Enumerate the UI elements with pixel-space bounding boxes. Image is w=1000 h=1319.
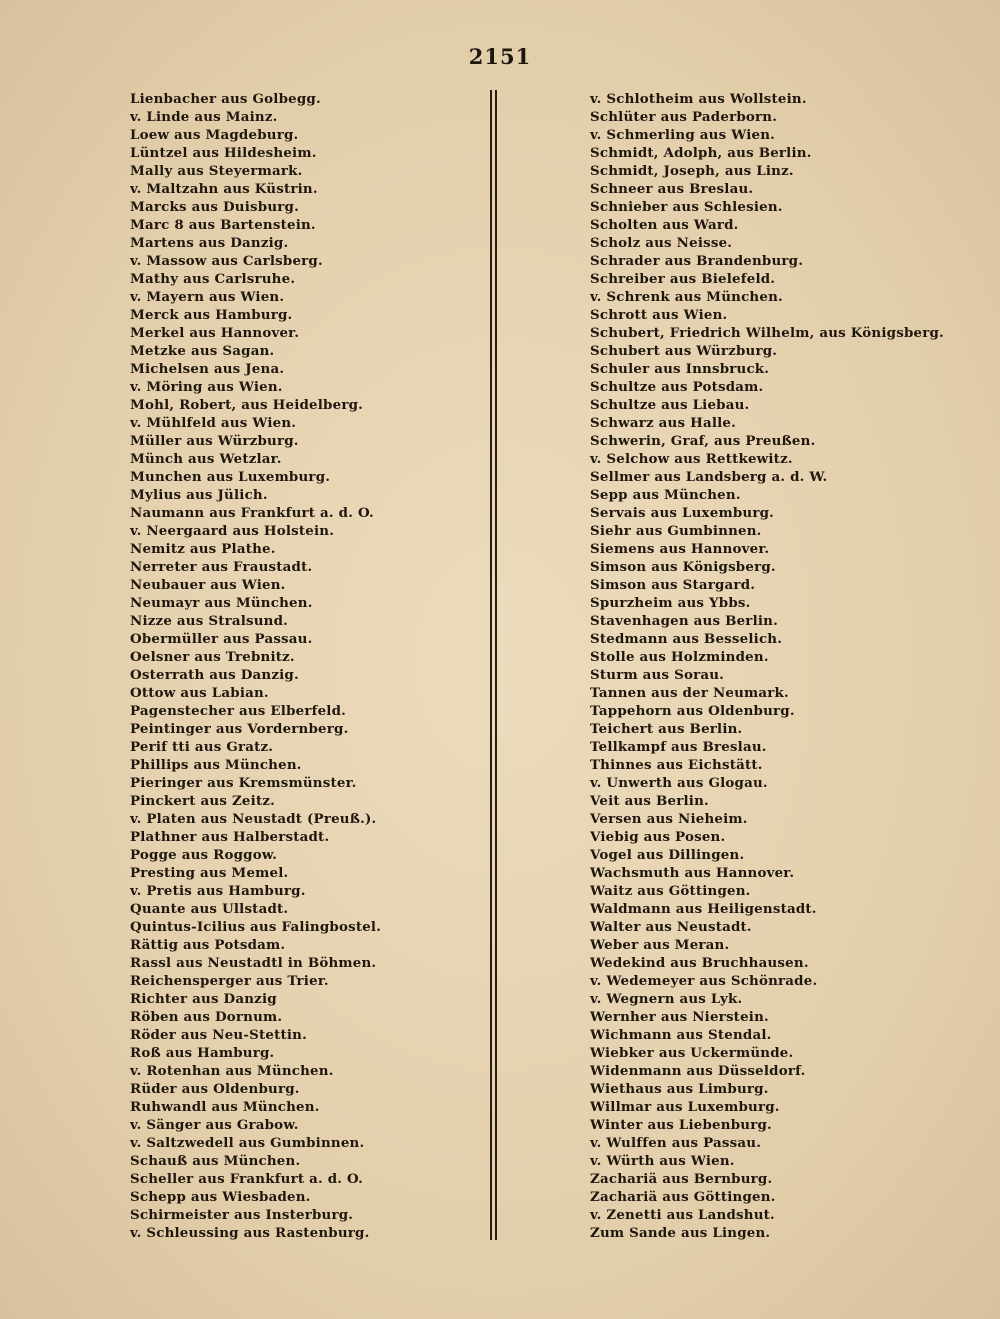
list-item: Wichmann aus Stendal. <box>590 1027 772 1043</box>
list-item: Siemens aus Hannover. <box>590 541 770 557</box>
list-item: Müller aus Würzburg. <box>130 433 299 449</box>
list-item: Merck aus Hamburg. <box>130 307 293 323</box>
list-item: Röben aus Dornum. <box>130 1009 283 1025</box>
list-item: v. Schleussing aus Rastenburg. <box>130 1225 370 1241</box>
list-item: Waldmann aus Heiligenstadt. <box>590 901 817 917</box>
list-item: v. Selchow aus Rettkewitz. <box>590 451 793 467</box>
list-item: Wiethaus aus Limburg. <box>590 1081 769 1097</box>
list-item: Schultze aus Liebau. <box>590 397 750 413</box>
list-item: v. Würth aus Wien. <box>590 1153 735 1169</box>
list-item: Lüntzel aus Hildesheim. <box>130 145 317 161</box>
column-divider-rule <box>490 90 492 1240</box>
list-item: v. Saltzwedell aus Gumbinnen. <box>130 1135 365 1151</box>
list-item: Quante aus Ullstadt. <box>130 901 289 917</box>
list-item: Ruhwandl aus München. <box>130 1099 320 1115</box>
list-item: v. Wedemeyer aus Schönrade. <box>590 973 818 989</box>
list-item: Scholz aus Neisse. <box>590 235 733 251</box>
page-number: 2151 <box>468 44 532 69</box>
list-item: Tellkampf aus Breslau. <box>590 739 767 755</box>
list-item: Teichert aus Berlin. <box>590 721 743 737</box>
list-item: Wiebker aus Uckermünde. <box>590 1045 794 1061</box>
list-item: Nizze aus Stralsund. <box>130 613 289 629</box>
list-item: Naumann aus Frankfurt a. d. O. <box>130 505 374 521</box>
list-item: Spurzheim aus Ybbs. <box>590 595 751 611</box>
list-item: Sturm aus Sorau. <box>590 667 725 683</box>
list-item: Thinnes aus Eichstätt. <box>590 757 763 773</box>
list-item: Neumayr aus München. <box>130 595 313 611</box>
list-item: Schneer aus Breslau. <box>590 181 754 197</box>
right-name-column <box>590 90 990 1242</box>
list-item: Lienbacher aus Golbegg. <box>130 91 321 107</box>
list-item: Waitz aus Göttingen. <box>590 883 751 899</box>
list-item: Schuler aus Innsbruck. <box>590 361 770 377</box>
list-item: v. Neergaard aus Holstein. <box>130 523 335 539</box>
list-item: v. Pretis aus Hamburg. <box>130 883 306 899</box>
list-item: Phillips aus München. <box>130 757 302 773</box>
list-item: Zachariä aus Göttingen. <box>590 1189 776 1205</box>
list-item: v. Möring aus Wien. <box>130 379 283 395</box>
list-item: Michelsen aus Jena. <box>130 361 285 377</box>
list-item: Nemitz aus Plathe. <box>130 541 276 557</box>
list-item: Rüder aus Oldenburg. <box>130 1081 300 1097</box>
list-item: Osterrath aus Danzig. <box>130 667 299 683</box>
list-item: Simson aus Stargard. <box>590 577 756 593</box>
list-item: Veit aus Berlin. <box>590 793 709 809</box>
list-item: Wernher aus Nierstein. <box>590 1009 769 1025</box>
list-item: Stolle aus Holzminden. <box>590 649 769 665</box>
list-item: Sellmer aus Landsberg a. d. W. <box>590 469 828 485</box>
list-item: Röder aus Neu-Stettin. <box>130 1027 307 1043</box>
list-item: Peintinger aus Vordernberg. <box>130 721 349 737</box>
list-item: Willmar aus Luxemburg. <box>590 1099 780 1115</box>
list-item: Mylius aus Jülich. <box>130 487 268 503</box>
list-item: Nerreter aus Fraustadt. <box>130 559 313 575</box>
list-item: Oelsner aus Trebnitz. <box>130 649 295 665</box>
list-item: Zachariä aus Bernburg. <box>590 1171 773 1187</box>
list-item: Pieringer aus Kremsmünster. <box>130 775 357 791</box>
list-item: v. Platen aus Neustadt (Preuß.). <box>130 811 377 827</box>
list-item: Pogge aus Roggow. <box>130 847 278 863</box>
list-item: Plathner aus Halberstadt. <box>130 829 330 845</box>
list-item: v. Schrenk aus München. <box>590 289 783 305</box>
list-item: v. Zenetti aus Landshut. <box>590 1207 775 1223</box>
list-item: Munchen aus Luxemburg. <box>130 469 331 485</box>
list-item: Sepp aus München. <box>590 487 741 503</box>
list-item: v. Wulffen aus Passau. <box>590 1135 762 1151</box>
list-item: v. Wegnern aus Lyk. <box>590 991 743 1007</box>
list-item: Winter aus Liebenburg. <box>590 1117 772 1133</box>
list-item: Scheller aus Frankfurt a. d. O. <box>130 1171 363 1187</box>
list-item: Schrott aus Wien. <box>590 307 728 323</box>
list-item: Reichensperger aus Trier. <box>130 973 329 989</box>
list-item: Simson aus Königsberg. <box>590 559 776 575</box>
list-item: Scholten aus Ward. <box>590 217 739 233</box>
list-item: Schirmeister aus Insterburg. <box>130 1207 354 1223</box>
list-item: Richter aus Danzig <box>130 991 277 1007</box>
list-item: v. Mühlfeld aus Wien. <box>130 415 297 431</box>
list-item: Münch aus Wetzlar. <box>130 451 282 467</box>
list-item: Servais aus Luxemburg. <box>590 505 775 521</box>
list-item: Ottow aus Labian. <box>130 685 269 701</box>
list-item: Schwerin, Graf, aus Preußen. <box>590 433 816 449</box>
list-item: Schmidt, Adolph, aus Berlin. <box>590 145 812 161</box>
list-item: Versen aus Nieheim. <box>590 811 748 827</box>
list-item: Schepp aus Wiesbaden. <box>130 1189 311 1205</box>
list-item: Stavenhagen aus Berlin. <box>590 613 778 629</box>
list-item: v. Linde aus Mainz. <box>130 109 278 125</box>
list-item: Roß aus Hamburg. <box>130 1045 275 1061</box>
list-item: Schrader aus Brandenburg. <box>590 253 804 269</box>
list-item: Wedekind aus Bruchhausen. <box>590 955 809 971</box>
list-item: Siehr aus Gumbinnen. <box>590 523 762 539</box>
list-item: Viebig aus Posen. <box>590 829 726 845</box>
list-item: Pinckert aus Zeitz. <box>130 793 275 809</box>
list-item: Perif tti aus Gratz. <box>130 739 274 755</box>
list-item: Mohl, Robert, aus Heidelberg. <box>130 397 364 413</box>
list-item: v. Unwerth aus Glogau. <box>590 775 768 791</box>
list-item: Pagenstecher aus Elberfeld. <box>130 703 347 719</box>
list-item: Schubert aus Würzburg. <box>590 343 778 359</box>
list-item: Tannen aus der Neumark. <box>590 685 789 701</box>
list-item: Schnieber aus Schlesien. <box>590 199 783 215</box>
list-item: Mally aus Steyermark. <box>130 163 303 179</box>
list-item: Zum Sande aus Lingen. <box>590 1225 771 1241</box>
list-item: Walter aus Neustadt. <box>590 919 752 935</box>
list-item: Schmidt, Joseph, aus Linz. <box>590 163 794 179</box>
list-item: v. Schlotheim aus Wollstein. <box>590 91 807 107</box>
list-item: Metzke aus Sagan. <box>130 343 275 359</box>
column-divider-rule <box>495 90 497 1240</box>
list-item: v. Sänger aus Grabow. <box>130 1117 299 1133</box>
list-item: Schwarz aus Halle. <box>590 415 736 431</box>
list-item: Rättig aus Potsdam. <box>130 937 286 953</box>
list-item: Wachsmuth aus Hannover. <box>590 865 795 881</box>
list-item: Stedmann aus Besselich. <box>590 631 783 647</box>
list-item: Mathy aus Carlsruhe. <box>130 271 296 287</box>
list-item: Martens aus Danzig. <box>130 235 289 251</box>
list-item: Weber aus Meran. <box>590 937 730 953</box>
list-item: Rassl aus Neustadtl in Böhmen. <box>130 955 377 971</box>
list-item: Vogel aus Dillingen. <box>590 847 745 863</box>
list-item: Neubauer aus Wien. <box>130 577 286 593</box>
list-item: v. Maltzahn aus Küstrin. <box>130 181 318 197</box>
left-name-column <box>130 90 480 1242</box>
list-item: v. Rotenhan aus München. <box>130 1063 334 1079</box>
list-item: Quintus-Icilius aus Falingbostel. <box>130 919 382 935</box>
list-item: Schultze aus Potsdam. <box>590 379 764 395</box>
list-item: Merkel aus Hannover. <box>130 325 300 341</box>
list-item: Schubert, Friedrich Wilhelm, aus Königsberg. <box>590 325 944 341</box>
list-item: Obermüller aus Passau. <box>130 631 313 647</box>
list-item: v. Schmerling aus Wien. <box>590 127 776 143</box>
list-item: Schauß aus München. <box>130 1153 301 1169</box>
list-item: v. Massow aus Carlsberg. <box>130 253 323 269</box>
list-item: Schreiber aus Bielefeld. <box>590 271 776 287</box>
list-item: Loew aus Magdeburg. <box>130 127 299 143</box>
list-item: Presting aus Memel. <box>130 865 289 881</box>
list-item: Widenmann aus Düsseldorf. <box>590 1063 806 1079</box>
list-item: Tappehorn aus Oldenburg. <box>590 703 795 719</box>
list-item: Schlüter aus Paderborn. <box>590 109 778 125</box>
list-item: Marc 8 aus Bartenstein. <box>130 217 316 233</box>
list-item: v. Mayern aus Wien. <box>130 289 285 305</box>
list-item: Marcks aus Duisburg. <box>130 199 299 215</box>
